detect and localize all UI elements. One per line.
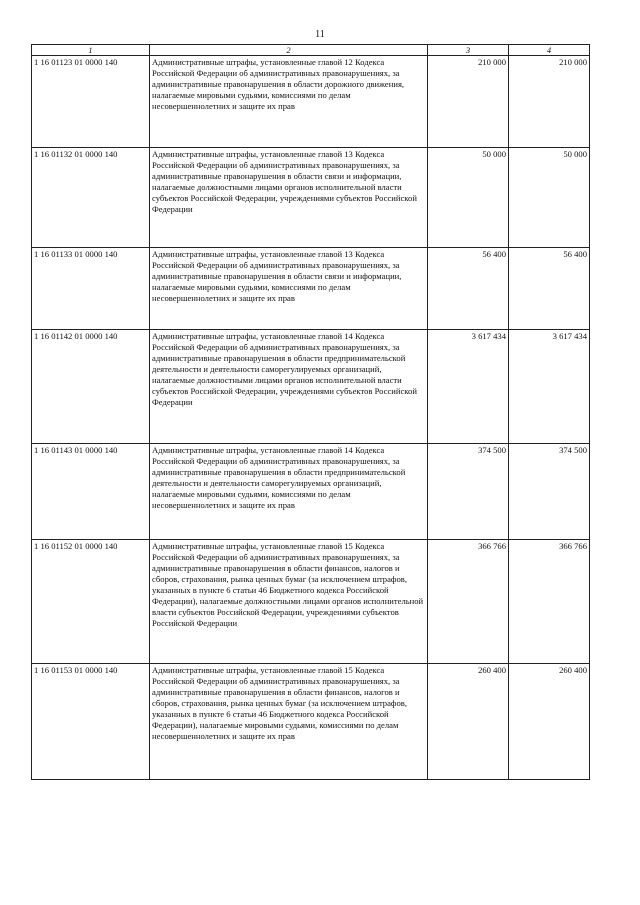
- table-row: [32, 148, 590, 248]
- amount-column-4: 50 000: [509, 148, 590, 248]
- amount-column-3: 366 766: [428, 540, 509, 664]
- table-row: [32, 664, 590, 780]
- budget-code: 1 16 01123 01 0000 140: [32, 56, 150, 148]
- revenue-description: Административные штрафы, установленные главой 13 Кодекса Российской Федерации об административных правонарушениях, за административные правонарушения в области связи и информации, налагаемые должностными лицами органов исполнительной власти субъектов Российской Федерации, учреждениями субъектов Российской Федерации: [150, 148, 428, 248]
- column-number: 4: [509, 45, 590, 56]
- budget-code: 1 16 01143 01 0000 140: [32, 444, 150, 540]
- amount-column-3: 56 400: [428, 248, 509, 330]
- amount-column-4: 374 500: [509, 444, 590, 540]
- column-number: 3: [428, 45, 509, 56]
- table-row: [32, 444, 590, 540]
- table-row: [32, 56, 590, 148]
- budget-code: 1 16 01152 01 0000 140: [32, 540, 150, 664]
- budget-code: 1 16 01142 01 0000 140: [32, 330, 150, 444]
- amount-column-3: 260 400: [428, 664, 509, 780]
- amount-column-4: 3 617 434: [509, 330, 590, 444]
- budget-code: 1 16 01132 01 0000 140: [32, 148, 150, 248]
- amount-column-3: 50 000: [428, 148, 509, 248]
- amount-column-4: 260 400: [509, 664, 590, 780]
- page-number: 11: [315, 29, 325, 40]
- revenue-description: Административные штрафы, установленные главой 13 Кодекса Российской Федерации об административных правонарушениях, за административные правонарушения в области связи и информации, налагаемые мировыми судьями, комиссиями по делам несовершеннолетних и защите их прав: [150, 248, 428, 330]
- table-row: [32, 330, 590, 444]
- amount-column-3: 374 500: [428, 444, 509, 540]
- revenue-description: Административные штрафы, установленные главой 14 Кодекса Российской Федерации об административных правонарушениях, за административные правонарушения в области предпринимательской деятельности и деятельности саморегулируемых организаций, налагаемые должностными лицами органов исполнительной власти субъектов Российской Федерации, учреждениями субъектов Российской Федерации: [150, 330, 428, 444]
- table-row: [32, 248, 590, 330]
- column-number-row: [32, 45, 590, 56]
- revenue-description: Административные штрафы, установленные главой 15 Кодекса Российской Федерации об административных правонарушениях, за административные правонарушения в области финансов, налогов и сборов, страхования, рынка ценных бумаг (за исключением штрафов, указанных в пункте 6 статьи 46 Бюджетного кодекса Российской Федерации), налагаемые мировыми судьями, комиссиями по делам несовершеннолетних и защите их прав: [150, 664, 428, 780]
- column-number: 2: [150, 45, 428, 56]
- revenue-description: Административные штрафы, установленные главой 15 Кодекса Российской Федерации об административных правонарушениях, за административные правонарушения в области финансов, налогов и сборов, страхования, рынка ценных бумаг (за исключением штрафов, указанных в пункте 6 статьи 46 Бюджетного кодекса Российской Федерации), налагаемые должностными лицами органов исполнительной власти субъектов Российской Федерации, учреждениями субъектов Российской Федерации: [150, 540, 428, 664]
- amount-column-3: 210 000: [428, 56, 509, 148]
- budget-table: [31, 44, 590, 780]
- amount-column-3: 3 617 434: [428, 330, 509, 444]
- amount-column-4: 366 766: [509, 540, 590, 664]
- revenue-description: Административные штрафы, установленные главой 12 Кодекса Российской Федерации об административных правонарушениях, за административные правонарушения в области дорожного движения, налагаемые мировыми судьями, комиссиями по делам несовершеннолетних и защите их прав: [150, 56, 428, 148]
- budget-code: 1 16 01153 01 0000 140: [32, 664, 150, 780]
- column-number: 1: [32, 45, 150, 56]
- budget-code: 1 16 01133 01 0000 140: [32, 248, 150, 330]
- amount-column-4: 56 400: [509, 248, 590, 330]
- revenue-description: Административные штрафы, установленные главой 14 Кодекса Российской Федерации об административных правонарушениях, за административные правонарушения в области предпринимательской деятельности и деятельности саморегулируемых организаций, налагаемые мировыми судьями, комиссиями по делам несовершеннолетних и защите их прав: [150, 444, 428, 540]
- table-row: [32, 540, 590, 664]
- amount-column-4: 210 000: [509, 56, 590, 148]
